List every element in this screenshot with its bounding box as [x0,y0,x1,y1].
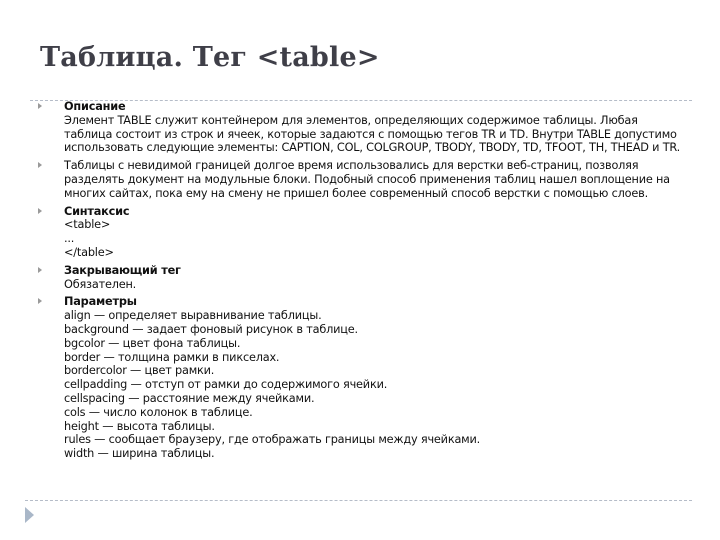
item-text: <table> [64,218,111,232]
param-line: align — определяет выравнивание таблицы. [64,309,322,323]
bullet-icon [38,298,42,304]
param-line: background — задает фоновый рисунок в таблице. [64,322,358,336]
param-line: height — высота таблицы. [64,419,215,433]
divider-bottom [25,500,692,501]
list-item-layout-note [38,159,688,200]
bullet-icon [38,103,42,109]
item-text: ... [64,232,75,246]
list-item-description [38,100,688,155]
item-heading: Синтаксис [64,204,130,218]
param-line: cols — число колонок в таблице. [64,405,253,419]
param-line: rules — сообщает браузеру, где отображать границы между ячейками. [64,433,481,447]
triangle-arrow-icon [25,507,34,523]
slide-content [38,100,688,465]
list-item-parameters [38,295,688,461]
list-item-syntax [38,205,688,260]
item-text: </table> [64,245,114,259]
slide-title: Таблица. Тег <table> [40,42,380,73]
bullet-icon [38,208,42,214]
param-line: border — толщина рамки в пикселах. [64,350,280,364]
item-heading: Параметры [64,295,137,309]
param-line: width — ширина таблицы. [64,447,215,461]
item-text: Элемент TABLE служит контейнером для элементов, определяющих содержимое таблицы. Любая таблица состоит из строк и ячеек, которые задаются с помощью тегов TR и TD. Внутри TABLE допустимо использовать следующие элементы: CAPTION, COL, COLGROUP, TBODY, TBODY, TD, TFOOT, TH, THEAD и TR. [64,113,681,155]
bullet-icon [38,162,42,168]
item-heading: Закрывающий тег [64,263,181,277]
bullet-icon [38,267,42,273]
param-line: bordercolor — цвет рамки. [64,364,215,378]
param-line: bgcolor — цвет фона таблицы. [64,336,241,350]
param-line: cellpadding — отступ от рамки до содержимого ячейки. [64,378,388,392]
list-item-closing-tag [38,264,688,292]
item-text: Таблицы с невидимой границей долгое время использовались для верстки веб-страниц, позволяя разделять документ на модульные блоки. Подобный способ применения таблиц нашел воплощение на многих сайтах, пока ему на смену не пришел более современный способ верстки с помощью слоев. [64,159,670,200]
item-text: Обязателен. [64,277,137,291]
param-line: cellspacing — расстояние между ячейками. [64,391,315,405]
item-heading: Описание [64,100,126,113]
